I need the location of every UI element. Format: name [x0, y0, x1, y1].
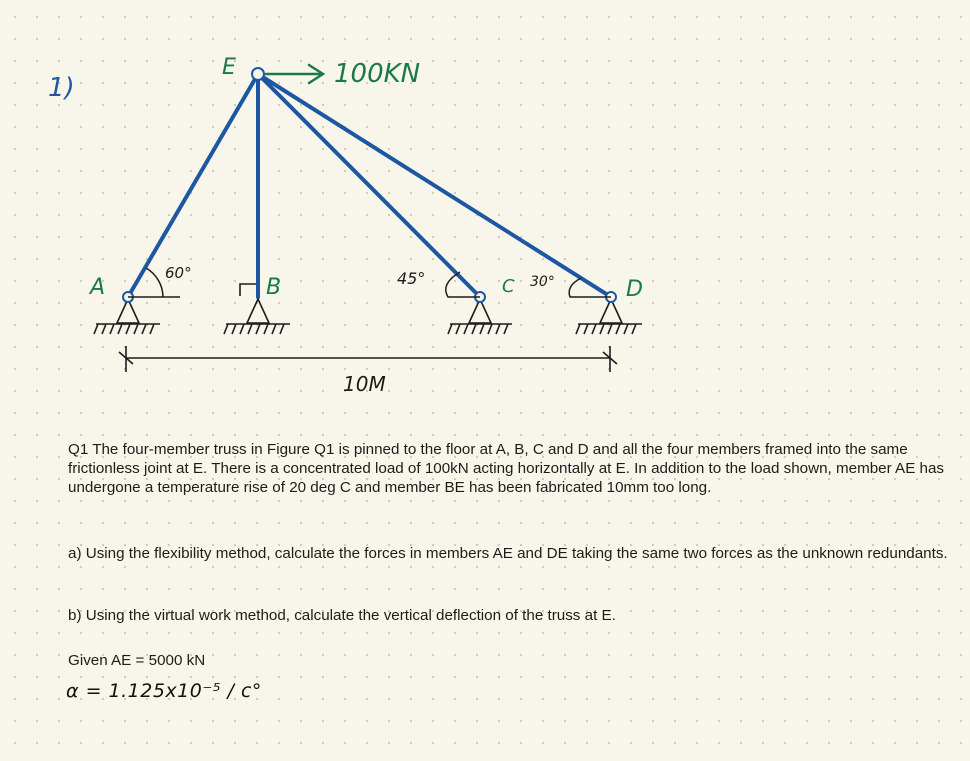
span-dimension — [119, 346, 617, 372]
angle-label-d: 30° — [530, 274, 555, 290]
angle-label-c: 45° — [397, 269, 426, 288]
joint-label-a: A — [90, 275, 106, 300]
joint-label-d: D — [626, 277, 643, 302]
right-angle-mark-b — [240, 284, 256, 296]
question-part-a: a) Using the flexibility method, calculate the forces in members AE and DE taking the same two forces as the unknown redundants. — [68, 545, 948, 562]
joint-label-e: E — [222, 55, 236, 80]
load-arrow — [266, 65, 323, 83]
alpha-value: α = 1.125x10⁻⁵ / c° — [66, 680, 262, 702]
given-value: Given AE = 5000 kN — [68, 652, 206, 669]
angle-label-a: 60° — [165, 264, 192, 282]
support-a — [94, 299, 160, 334]
member-de — [258, 74, 611, 297]
span-label: 10M — [343, 372, 386, 396]
question-intro: Q1 The four-member truss in Figure Q1 is pinned to the floor at A, B, C and D and all the four members framed into the same frictionless joint at E. There is a concentrated load of 100kN acting horizontally at E. In addition to the load shown, member AE has undergone a temperature rise of 20 deg C and member BE has been fabricated 10mm too long. — [68, 441, 945, 496]
truss-members — [128, 74, 611, 297]
joint-e — [252, 68, 264, 80]
question-part-b: b) Using the virtual work method, calculate the vertical deflection of the truss at E. — [68, 607, 616, 624]
joint-label-c: C — [502, 276, 515, 297]
angle-arc-a — [146, 268, 163, 297]
joint-label-b: B — [266, 275, 282, 300]
member-ce — [258, 74, 480, 297]
support-d — [576, 299, 642, 334]
question-number: 1) — [48, 73, 75, 103]
support-c — [448, 299, 512, 334]
load-label: 100KN — [334, 59, 421, 89]
member-ae — [128, 74, 258, 297]
